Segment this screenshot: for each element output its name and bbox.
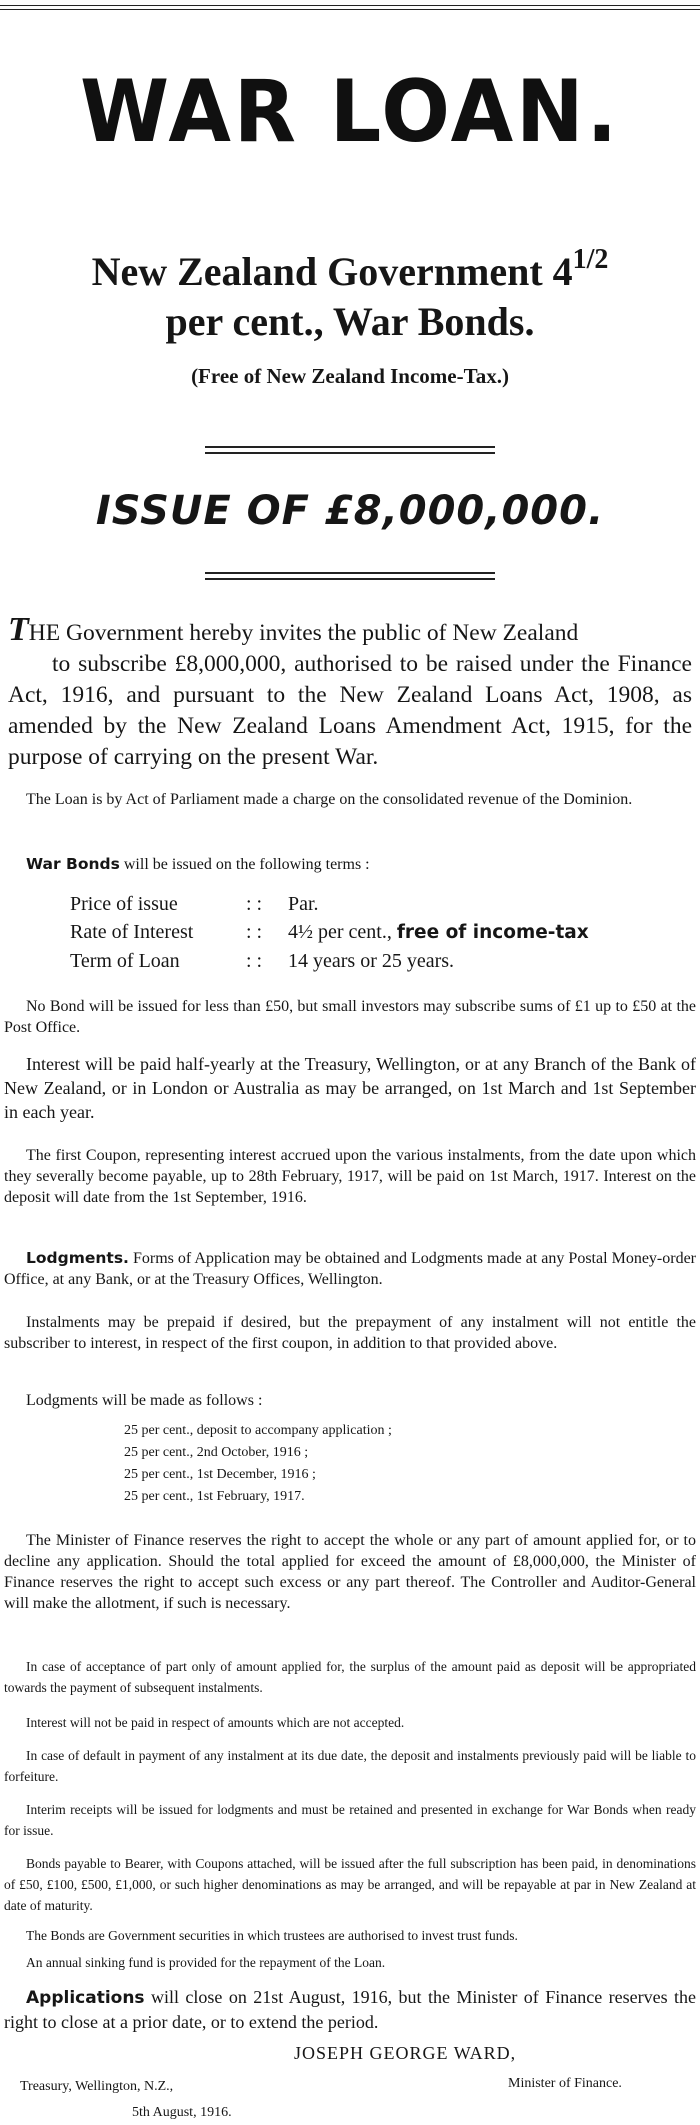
small-paragraph: In case of default in payment of any instalment at its due date, the deposit and instalments previously paid will be liable to forfeiture. bbox=[4, 1748, 696, 1784]
small-paragraph: Interest will not be paid in respect of amounts which are not accepted. bbox=[26, 1715, 405, 1730]
prepaid-paragraph bbox=[4, 1312, 696, 1354]
double-rule bbox=[205, 446, 495, 454]
war-bonds-text: will be issued on the following terms : bbox=[123, 856, 370, 873]
term-label: Rate of Interest bbox=[70, 921, 194, 943]
war-bonds-keyword: War Bonds bbox=[26, 855, 120, 873]
top-rule bbox=[0, 5, 700, 6]
minimum-text: No Bond will be issued for less than £50, but small investors may subscribe sums of £1 up to £50 at the Post Office. bbox=[4, 998, 696, 1036]
term-row bbox=[70, 918, 589, 947]
tax-note: (Free of New Zealand Income-Tax.) bbox=[191, 364, 509, 388]
lodgments-intro bbox=[4, 1390, 696, 1411]
minister-text: The Minister of Finance reserves the right to accept the whole or any part of amount applied for, or to decline any application. Should the total applied for exceed the amount of £8,000,000, the Minister of Finance reserves the right to accept such excess or any part thereof. The Controller and Auditor-General will make the allotment, if such is necessary. bbox=[4, 1532, 696, 1612]
term-colons: : : bbox=[246, 921, 263, 943]
lodgments-keyword: Lodgments. bbox=[26, 1249, 129, 1267]
drop-cap: T bbox=[8, 611, 29, 648]
term-label: Term of Loan bbox=[70, 950, 180, 972]
term-row bbox=[70, 947, 589, 975]
schedule-item: 25 per cent., 1st February, 1917. bbox=[124, 1489, 305, 1504]
subtitle-text: New Zealand Government 4 bbox=[91, 249, 573, 294]
small-paragraph: Interim receipts will be issued for lodgments and must be retained and presented in exchange for War Bonds when ready for issue. bbox=[4, 1802, 696, 1838]
lodgments-intro-text: Lodgments will be made as follows : bbox=[26, 1392, 263, 1409]
war-bonds-paragraph bbox=[4, 854, 696, 875]
subtitle-fraction: 1/2 bbox=[572, 244, 609, 275]
term-value: 14 years or 25 years. bbox=[288, 950, 455, 972]
date: 5th August, 1916. bbox=[132, 2105, 232, 2120]
term-row bbox=[70, 890, 589, 918]
subtitle-line-1 bbox=[0, 244, 700, 295]
minister-paragraph bbox=[4, 1530, 696, 1614]
charge-text: The Loan is by Act of Parliament made a charge on the consolidated revenue of the Dominion. bbox=[26, 791, 633, 808]
interest-paragraph bbox=[4, 1052, 696, 1124]
interest-text: Interest will be paid half-yearly at the Treasury, Wellington, or at any Branch of the Bank of New Zealand, or in London or Australia as may be arranged, on 1st March and 1st September in each year. bbox=[4, 1054, 696, 1122]
schedule-item: 25 per cent., 2nd October, 1916 ; bbox=[124, 1445, 309, 1460]
small-paragraph: In case of acceptance of part only of amount applied for, the surplus of the amount paid as deposit will be appropriated towards the payment of subsequent instalments. bbox=[4, 1659, 696, 1695]
subtitle-line-2: per cent., War Bonds. bbox=[165, 299, 535, 344]
lead-paragraph bbox=[8, 611, 692, 773]
issue-heading: ISSUE OF £8,000,000. bbox=[95, 488, 605, 534]
term-colons: : : bbox=[246, 950, 263, 972]
term-label: Price of issue bbox=[70, 893, 178, 915]
lead-line-1: HE Government hereby invites the public of New Zealand bbox=[28, 620, 579, 646]
small-paragraph: Bonds payable to Bearer, with Coupons attached, will be issued after the full subscription has been paid, in denominations of £50, £100, £500, £1,000, or such higher denominations as may be arranged, and will be repayable at par in New Zealand at date of maturity. bbox=[4, 1856, 696, 1913]
term-colons: : : bbox=[246, 893, 263, 915]
applications-text: will close on 21st August, 1916, but the Minister of Finance reserves the right to close at a prior date, or to extend the period. bbox=[4, 1987, 697, 2032]
term-value: 4½ per cent., free of income-tax bbox=[288, 921, 589, 943]
minimum-paragraph bbox=[4, 996, 696, 1038]
lodgments-text: Forms of Application may be obtained and Lodgments made at any Postal Money-order Office, at any Bank, or at the Treasury Offices, Wellington. bbox=[4, 1250, 697, 1288]
top-rule bbox=[0, 9, 700, 10]
small-paragraph: The Bonds are Government securities in which trustees are authorised to invest trust funds. bbox=[26, 1928, 518, 1943]
headline: WAR LOAN. bbox=[79, 62, 620, 162]
applications-keyword: Applications bbox=[26, 1988, 145, 2008]
terms-table bbox=[70, 890, 589, 975]
place: Treasury, Wellington, N.Z., bbox=[20, 2079, 174, 2094]
charge-paragraph bbox=[4, 789, 696, 810]
small-paragraph: An annual sinking fund is provided for the repayment of the Loan. bbox=[26, 1955, 386, 1970]
coupon-text: The first Coupon, representing interest accrued upon the various instalments, from the date upon which they severally become payable, up to 28th February, 1917, will be paid on 1st March, 1917. Interest on the deposit will date from the 1st September, 1916. bbox=[4, 1147, 696, 1206]
prepaid-text: Instalments may be prepaid if desired, but the prepayment of any instalment will not entitle the subscriber to interest, in respect of the first coupon, in addition to that provided above. bbox=[4, 1314, 696, 1352]
minister-title: Minister of Finance. bbox=[508, 2076, 622, 2091]
lodgments-paragraph bbox=[4, 1248, 696, 1290]
lodgments-schedule bbox=[124, 1420, 392, 1508]
applications-paragraph bbox=[4, 1985, 696, 2034]
term-extra: free of income-tax bbox=[396, 922, 589, 943]
lead-rest: to subscribe £8,000,000, authorised to be raised under the Finance Act, 1916, and pursuant to the New Zealand Loans Act, 1908, as amended by the New Zealand Loans Amendment Act, 1915, for the purpose of carrying on the present War. bbox=[8, 651, 692, 770]
schedule-item: 25 per cent., deposit to accompany application ; bbox=[124, 1423, 392, 1438]
term-value: Par. bbox=[288, 893, 319, 915]
coupon-paragraph bbox=[4, 1145, 696, 1208]
double-rule bbox=[205, 572, 495, 580]
signature-name: JOSEPH GEORGE WARD, bbox=[294, 2043, 517, 2063]
schedule-item: 25 per cent., 1st December, 1916 ; bbox=[124, 1467, 316, 1482]
